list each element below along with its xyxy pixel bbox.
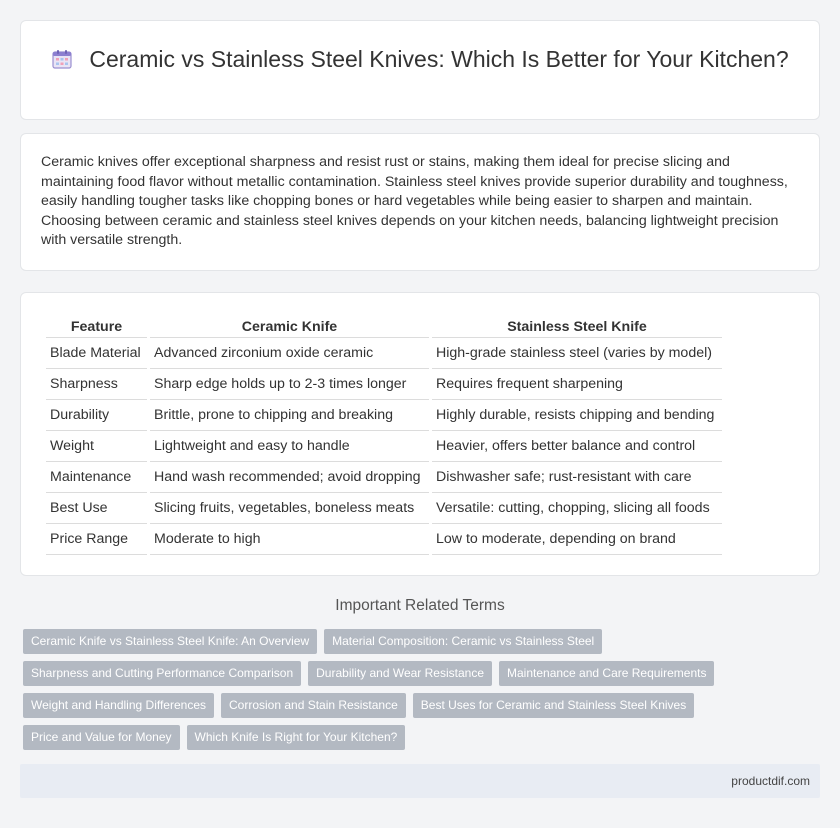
ceramic-cell: Moderate to high bbox=[150, 524, 429, 555]
ceramic-cell: Slicing fruits, vegetables, boneless meats bbox=[150, 493, 429, 524]
column-header-feature: Feature bbox=[46, 314, 147, 338]
related-term-tag[interactable]: Weight and Handling Differences bbox=[23, 693, 214, 718]
stainless-cell: Heavier, offers better balance and control bbox=[432, 431, 722, 462]
column-header-ceramic: Ceramic Knife bbox=[150, 314, 429, 338]
title-wrap bbox=[21, 45, 819, 74]
table-row bbox=[46, 431, 722, 462]
related-term-tag[interactable]: Price and Value for Money bbox=[23, 725, 180, 750]
related-term-tag[interactable]: Best Uses for Ceramic and Stainless Steel Knives bbox=[413, 693, 694, 718]
comparison-table bbox=[43, 314, 725, 555]
tag-row bbox=[23, 725, 823, 750]
column-header-stainless: Stainless Steel Knife bbox=[432, 314, 722, 338]
related-term-tag[interactable]: Which Knife Is Right for Your Kitchen? bbox=[187, 725, 406, 750]
intro-paragraph: Ceramic knives offer exceptional sharpness and resist rust or stains, making them ideal for precise slicing and maintaining food flavor without metallic contamination. Stainless steel knives provide superior durability and toughness, easily handling tougher tasks like chopping bones or hard vegetables while being easier to sharpen and maintain. Choosing between ceramic and stainless steel knives depends on your kitchen needs, balancing lightweight precision with versatile strength. bbox=[41, 154, 788, 249]
table-row bbox=[46, 369, 722, 400]
table-row bbox=[46, 493, 722, 524]
table-row bbox=[46, 524, 722, 555]
feature-cell: Maintenance bbox=[46, 462, 147, 493]
related-term-tag[interactable]: Material Composition: Ceramic vs Stainless Steel bbox=[324, 629, 602, 654]
page-title bbox=[21, 45, 819, 74]
tag-row bbox=[23, 629, 823, 654]
calendar-icon bbox=[51, 48, 73, 70]
footer-site-link[interactable]: productdif.com bbox=[731, 774, 810, 788]
related-terms-heading: Important Related Terms bbox=[335, 597, 505, 614]
stainless-cell: Highly durable, resists chipping and bending bbox=[432, 400, 722, 431]
tag-row bbox=[23, 693, 823, 718]
intro-card bbox=[20, 133, 820, 271]
feature-cell: Price Range bbox=[46, 524, 147, 555]
ceramic-cell: Lightweight and easy to handle bbox=[150, 431, 429, 462]
comparison-card bbox=[20, 292, 820, 576]
stainless-cell: Requires frequent sharpening bbox=[432, 369, 722, 400]
feature-cell: Sharpness bbox=[46, 369, 147, 400]
stainless-cell: High-grade stainless steel (varies by model) bbox=[432, 338, 722, 369]
ceramic-cell: Brittle, prone to chipping and breaking bbox=[150, 400, 429, 431]
feature-cell: Weight bbox=[46, 431, 147, 462]
page-title-text: Ceramic vs Stainless Steel Knives: Which Is Better for Your Kitchen? bbox=[89, 46, 789, 72]
table-row bbox=[46, 462, 722, 493]
stainless-cell: Versatile: cutting, chopping, slicing all foods bbox=[432, 493, 722, 524]
feature-cell: Best Use bbox=[46, 493, 147, 524]
table-row bbox=[46, 338, 722, 369]
footer bbox=[20, 764, 820, 798]
related-term-tag[interactable]: Corrosion and Stain Resistance bbox=[221, 693, 406, 718]
related-term-tag[interactable]: Durability and Wear Resistance bbox=[308, 661, 492, 686]
tag-row bbox=[23, 661, 823, 686]
table-row bbox=[46, 400, 722, 431]
related-terms-list bbox=[23, 629, 823, 757]
table-header-row bbox=[46, 314, 722, 338]
feature-cell: Blade Material bbox=[46, 338, 147, 369]
ceramic-cell: Sharp edge holds up to 2-3 times longer bbox=[150, 369, 429, 400]
title-card bbox=[20, 20, 820, 120]
related-term-tag[interactable]: Ceramic Knife vs Stainless Steel Knife: An Overview bbox=[23, 629, 317, 654]
related-term-tag[interactable]: Sharpness and Cutting Performance Comparison bbox=[23, 661, 301, 686]
stainless-cell: Dishwasher safe; rust-resistant with care bbox=[432, 462, 722, 493]
ceramic-cell: Hand wash recommended; avoid dropping bbox=[150, 462, 429, 493]
ceramic-cell: Advanced zirconium oxide ceramic bbox=[150, 338, 429, 369]
related-term-tag[interactable]: Maintenance and Care Requirements bbox=[499, 661, 714, 686]
feature-cell: Durability bbox=[46, 400, 147, 431]
stainless-cell: Low to moderate, depending on brand bbox=[432, 524, 722, 555]
